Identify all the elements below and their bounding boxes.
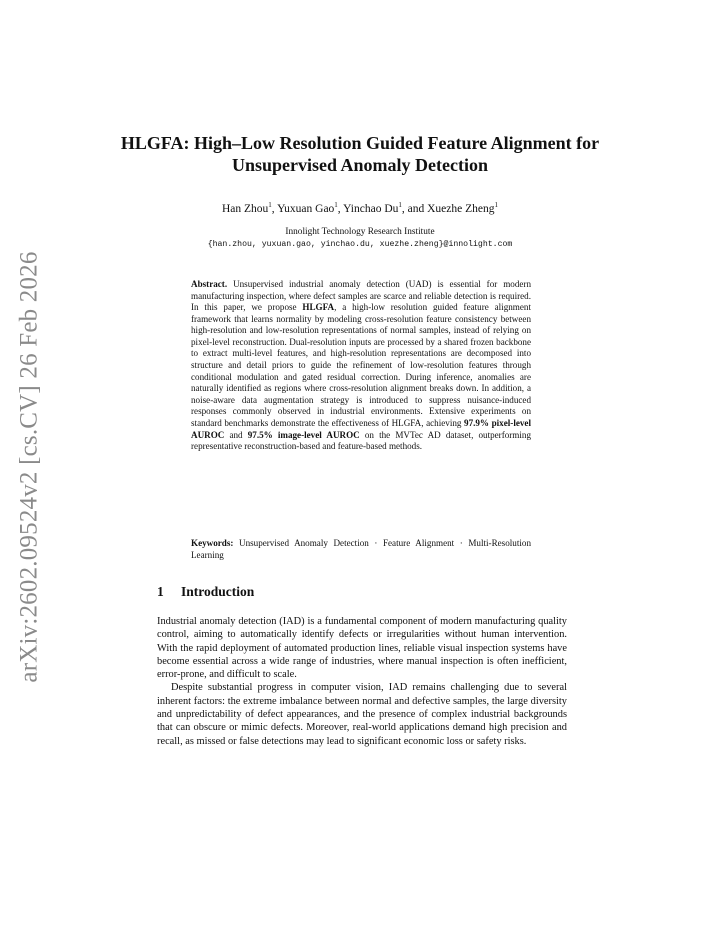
section-heading [157, 584, 567, 600]
keywords [191, 538, 531, 562]
paper-title: HLGFA: High–Low Resolution Guided Feature Alignment for Unsupervised Anomaly Detection [120, 133, 600, 175]
abstract [191, 279, 531, 453]
author-affiliation-mark: 1 [268, 201, 272, 210]
author-name: Yinchao Du [343, 203, 399, 215]
author-name: Yuxuan Gao [277, 203, 335, 215]
abstract-text: , a high-low resolution guided feature alignment framework that learns normality by modeling cross-resolution feature consistency between high-resolution and low-resolution representations of normal samples, instead of relying on pixel-level reconstruction. Dual-resolution inputs are processed by a shared frozen backbone to extract multi-level features, and high-resolution representations are decomposed into structure and detail priors to guide the refinement of low-resolution features through conditional modulation and gated residual correction. During inference, anomalies are naturally identified as regions where cross-resolution alignment breaks down. In addition, a noise-aware data augmentation strategy is introduced to suppress nuisance-induced responses commonly observed in industrial environments. Extensive experiments on standard benchmarks demonstrate the effectiveness of HLGFA, achieving [191, 302, 531, 428]
arxiv-sidebar-stamp [10, 251, 50, 683]
keywords-text: Unsupervised Anomaly Detection · Feature Alignment · Multi-Resolution Learning [191, 538, 531, 560]
author-emails: {han.zhou, yuxuan.gao, yinchao.du, xuezhe.zheng}@innolight.com [207, 240, 513, 249]
abstract-label: Abstract. [191, 279, 228, 289]
paragraph: Despite substantial progress in computer vision, IAD remains challenging due to several inherent factors: the extreme imbalance between normal and defective samples, the large diversity and unpredictability of defect appearances, and the presence of complex industrial backgrounds that can obscure or mimic defects. Moreover, real-world applications demand high precision and recall, as missed or false detections may lead to significant economic loss or safety risks. [157, 682, 567, 747]
author-affiliation-mark: 1 [494, 201, 498, 210]
author-affiliation-mark: 1 [334, 201, 338, 210]
author-affiliation-mark: 1 [398, 201, 402, 210]
abstract-text: and [224, 429, 248, 440]
keywords-label: Keywords: [191, 538, 234, 548]
author-affiliation: Innolight Technology Research Institute [285, 227, 435, 237]
author-list: Han Zhou$^1$, Yuxuan Gao$^1$, Yinchao Du$^1$, and Xuezhe Zheng$^1$ [221, 201, 498, 215]
section-title: Introduction [181, 584, 255, 599]
arxiv-identifier: arXiv:2602.09524v2 [cs.CV] 26 Feb 2026 [16, 251, 44, 683]
section-number: 1 [157, 584, 164, 599]
author-name: Han Zhou [221, 203, 269, 215]
author-name: Xuezhe Zheng [427, 203, 495, 215]
image-auroc-result: 97.5% image-level AUROC [247, 429, 360, 440]
paragraph: Industrial anomaly detection (IAD) is a fundamental component of modern manufacturing quality control, aiming to automatically identify defects or irregularities without human intervention. With the rapid deployment of automated production lines, reliable visual inspection systems have become essential across a wide range of industries, where manual inspection is often inefficient, error-prone, and difficult to scale. [157, 616, 567, 681]
method-name: HLGFA [302, 302, 335, 313]
abstract-text: Unsupervised industrial anomaly detection (UAD) is essential for modern manufacturing inspection, where defect samples are scarce and reliable detection is required. In this paper, we propose [191, 279, 531, 313]
pixel-auroc-result: 97.9% pixel-level AUROC [191, 417, 531, 440]
introduction-body [157, 615, 567, 748]
abstract-text: on the MVTec AD dataset, outperforming representative reconstruction-based and feature-based methods. [191, 429, 532, 452]
